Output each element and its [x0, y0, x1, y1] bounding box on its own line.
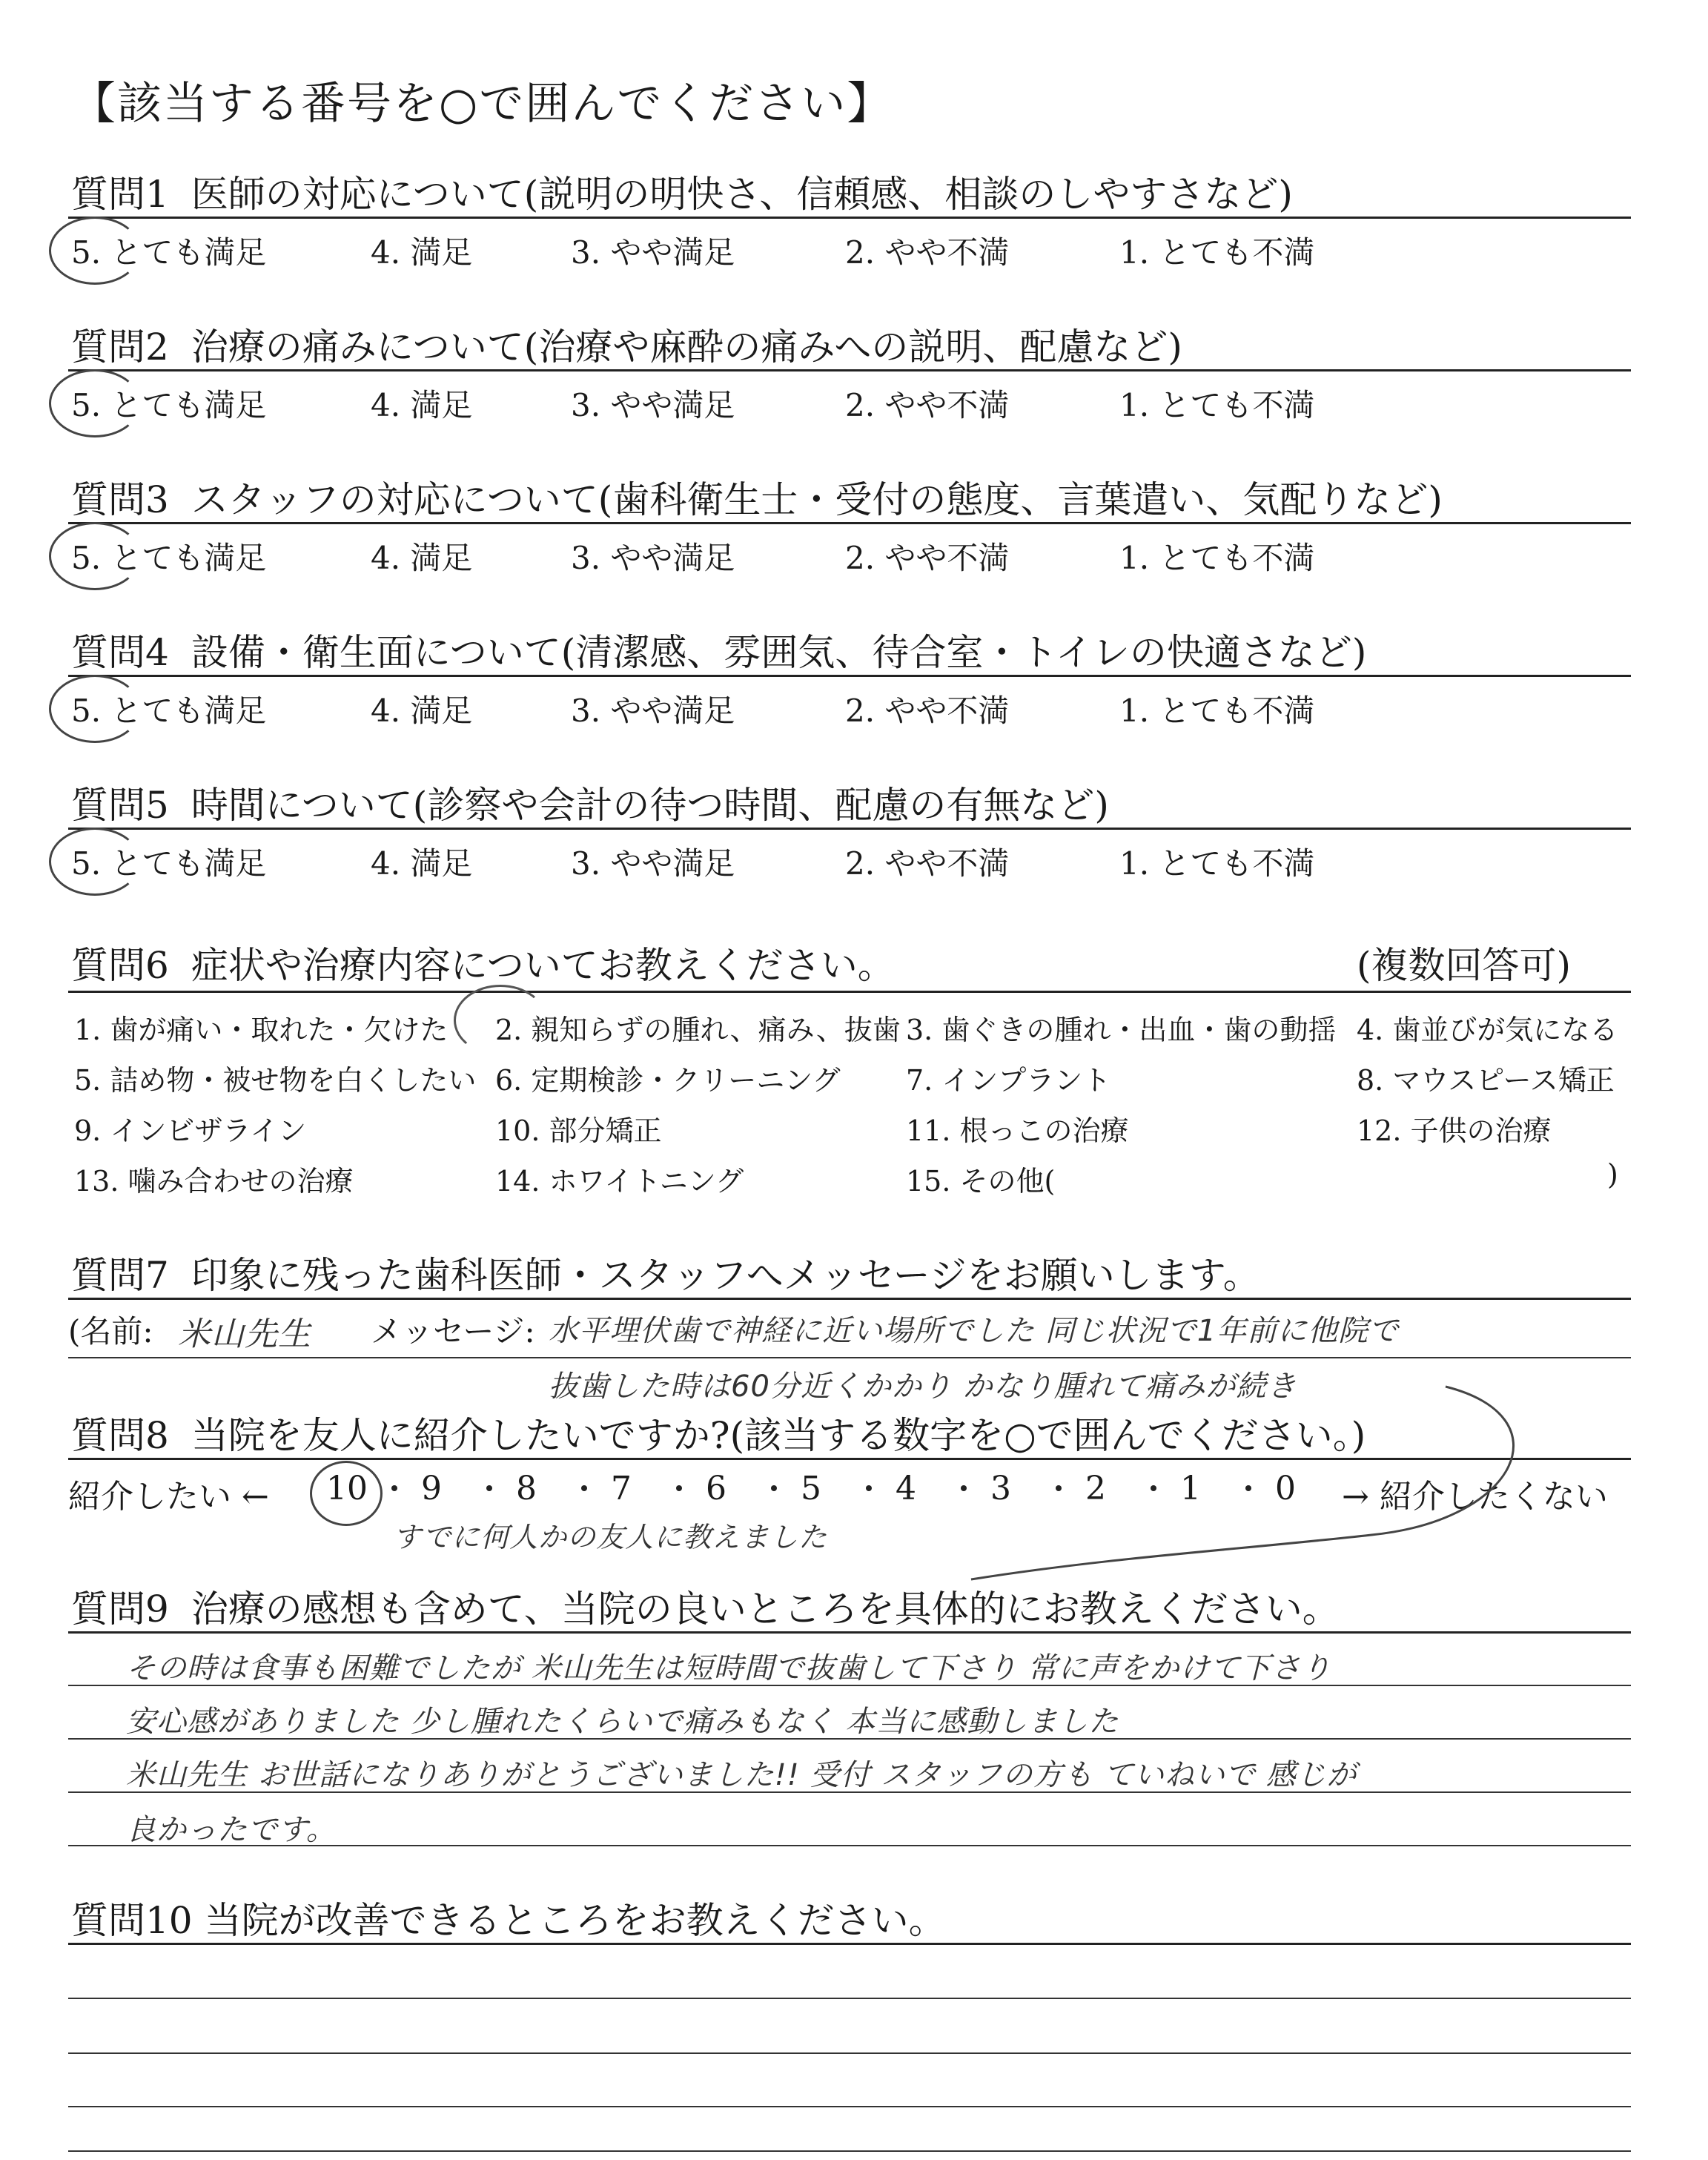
- q1-option-2[interactable]: 2. やや不満: [845, 234, 1010, 271]
- q8-scale-3[interactable]: 3: [990, 1470, 1011, 1507]
- q5-number: 質問5: [71, 784, 169, 827]
- q6-option-6[interactable]: 6. 定期検診・クリーニング: [495, 1064, 841, 1097]
- q8-scale-2[interactable]: 2: [1085, 1470, 1106, 1507]
- q2-option-3[interactable]: 3. やや満足: [571, 387, 735, 423]
- handwritten-connector-stroke: [927, 1372, 1535, 1587]
- q3-option-1[interactable]: 1. とても不満: [1119, 540, 1315, 576]
- q7-number: 質問7: [71, 1254, 169, 1297]
- q9-rule-line-2: [68, 1738, 1631, 1740]
- q10-answer-line-3: [68, 2106, 1631, 2107]
- q2-number: 質問2: [71, 326, 169, 369]
- q8-scale-separator: [581, 1485, 587, 1491]
- q8-scale-separator: [866, 1485, 872, 1491]
- q5-heading: [71, 776, 1109, 829]
- q1-heading: [71, 165, 1293, 218]
- q7-rule: [68, 1298, 1631, 1300]
- q3-selection-circle: [49, 522, 141, 590]
- q4-option-1[interactable]: 1. とても不満: [1119, 693, 1315, 729]
- q4-rule: [68, 675, 1631, 677]
- q7-heading: [71, 1246, 1260, 1299]
- q8-scale-6[interactable]: 6: [706, 1470, 726, 1507]
- q10-rule: [68, 1943, 1631, 1945]
- q7-message-line1: 水平埋伏歯で神経に近い場所でした 同じ状況で1年前に他院で: [549, 1314, 1400, 1348]
- q6-option-1[interactable]: 1. 歯が痛い・取れた・欠けた: [74, 1014, 448, 1046]
- q4-selection-circle: [49, 675, 141, 743]
- q5-option-5[interactable]: 5. とても満足: [71, 845, 267, 882]
- q8-scale-separator: [391, 1485, 397, 1491]
- q8-scale-8[interactable]: 8: [516, 1470, 537, 1507]
- q9-answer-line-4: 良かったです。: [126, 1813, 337, 1847]
- q9-answer-line-1: その時は食事も困難でしたが 米山先生は短時間で抜歯して下さり 常に声をかけて下さり: [126, 1651, 1332, 1685]
- q6-option-14[interactable]: 14. ホワイトニング: [495, 1165, 744, 1198]
- q9-rule: [68, 1631, 1631, 1634]
- q5-rule: [68, 828, 1631, 830]
- q2-text: 治療の痛みについて(治療や麻酔の痛みへの説明、配慮など): [191, 326, 1182, 369]
- q8-scale-separator: [676, 1485, 682, 1491]
- q1-option-3[interactable]: 3. やや満足: [571, 234, 735, 271]
- q9-heading: [71, 1579, 1340, 1633]
- q8-scale-10[interactable]: 10: [326, 1470, 368, 1507]
- q10-text: 当院が改善できるところをお教えください。: [204, 1899, 946, 1942]
- q3-option-5[interactable]: 5. とても満足: [71, 540, 267, 576]
- q1-option-4[interactable]: 4. 満足: [371, 234, 473, 271]
- q7-message-label: メッセージ:: [371, 1313, 535, 1350]
- q10-answer-line-4: [68, 2150, 1631, 2152]
- q6-selection-circle: [454, 985, 547, 1056]
- q7-name-value: 米山先生: [178, 1315, 311, 1353]
- q5-option-4[interactable]: 4. 満足: [371, 845, 473, 882]
- q3-option-2[interactable]: 2. やや不満: [845, 540, 1010, 576]
- q6-option-8[interactable]: 8. マウスピース矯正: [1357, 1064, 1615, 1097]
- q1-number: 質問1: [71, 173, 169, 216]
- q2-heading: [71, 317, 1182, 371]
- q7-text: 印象に残った歯科医師・スタッフへメッセージをお願いします。: [191, 1254, 1260, 1297]
- q8-scale-5[interactable]: 5: [801, 1470, 821, 1507]
- q10-answer-line-2: [68, 2052, 1631, 2054]
- q6-option-7[interactable]: 7. インプラント: [906, 1064, 1111, 1097]
- q3-number: 質問3: [71, 478, 169, 521]
- q8-handwritten-note: すでに何人かの友人に教えました: [393, 1521, 828, 1553]
- q9-answer-line-2: 安心感がありました 少し腫れたくらいで痛みもなく 本当に感動しました: [126, 1705, 1119, 1739]
- q4-heading: [71, 623, 1366, 676]
- q9-rule-line-4: [68, 1845, 1631, 1846]
- q8-scale-7[interactable]: 7: [611, 1470, 632, 1507]
- q8-selection-circle: [310, 1461, 383, 1526]
- page-title: 【該当する番号を○で囲んでください】: [71, 78, 893, 130]
- q4-option-2[interactable]: 2. やや不満: [845, 693, 1010, 729]
- q9-text: 治療の感想も含めて、当院の良いところを具体的にお教えください。: [191, 1588, 1340, 1631]
- q9-rule-line-3: [68, 1791, 1631, 1793]
- q4-text: 設備・衛生面について(清潔感、雰囲気、待合室・トイレの快適さなど): [191, 631, 1367, 674]
- q3-rule: [68, 522, 1631, 524]
- q8-scale-1[interactable]: 1: [1180, 1470, 1201, 1507]
- q3-option-3[interactable]: 3. やや満足: [571, 540, 735, 576]
- q3-option-4[interactable]: 4. 満足: [371, 540, 473, 576]
- q9-rule-line-1: [68, 1685, 1631, 1686]
- q8-number: 質問8: [71, 1414, 169, 1457]
- q1-rule: [68, 217, 1631, 219]
- q10-heading: [71, 1891, 946, 1944]
- q8-scale-4[interactable]: 4: [896, 1470, 916, 1507]
- q6-option-9[interactable]: 9. インビザライン: [74, 1114, 307, 1147]
- q6-option-other-close: ): [1607, 1158, 1618, 1191]
- q10-number: 質問10: [71, 1899, 193, 1942]
- q8-scale-9[interactable]: 9: [421, 1470, 442, 1507]
- q7-name-label: (名前:: [68, 1313, 153, 1350]
- q7-message-line2: 抜歯した時は60分近くかかり かなり腫れて痛みが続き: [549, 1370, 1297, 1404]
- q5-selection-circle: [49, 828, 141, 896]
- q5-option-1[interactable]: 1. とても不満: [1119, 845, 1315, 882]
- q2-option-4[interactable]: 4. 満足: [371, 387, 473, 423]
- q6-option-12[interactable]: 12. 子供の治療: [1357, 1114, 1552, 1147]
- q8-scale-separator: [771, 1485, 777, 1491]
- q2-option-5[interactable]: 5. とても満足: [71, 387, 267, 423]
- q5-option-2[interactable]: 2. やや不満: [845, 845, 1010, 882]
- q6-number: 質問6: [71, 944, 169, 987]
- q5-option-3[interactable]: 3. やや満足: [571, 845, 735, 882]
- q1-option-5[interactable]: 5. とても満足: [71, 234, 267, 271]
- q6-option-3[interactable]: 3. 歯ぐきの腫れ・出血・歯の動揺: [906, 1014, 1337, 1046]
- q2-option-1[interactable]: 1. とても不満: [1119, 387, 1315, 423]
- q3-text: スタッフの対応について(歯科衛生士・受付の態度、言葉遣い、気配りなど): [191, 478, 1443, 521]
- q3-heading: [71, 470, 1443, 524]
- q10-answer-line-1: [68, 1998, 1631, 1999]
- q6-note: (複数回答可): [1357, 944, 1572, 987]
- q4-option-4[interactable]: 4. 満足: [371, 693, 473, 729]
- q8-text: 当院を友人に紹介したいですか?(該当する数字を○で囲んでください。): [191, 1414, 1366, 1457]
- q8-left-label: 紹介したい ←: [68, 1478, 269, 1516]
- q4-option-3[interactable]: 3. やや満足: [571, 693, 735, 729]
- q9-number: 質問9: [71, 1588, 169, 1631]
- q1-text: 医師の対応について(説明の明快さ、信頼感、相談のしやすさなど): [191, 173, 1293, 216]
- q1-selection-circle: [49, 217, 141, 285]
- q2-selection-circle: [49, 369, 141, 437]
- q5-text: 時間について(診察や会計の待つ時間、配慮の有無など): [191, 784, 1109, 827]
- q8-right-label: → 紹介したくない: [1342, 1478, 1608, 1516]
- q9-answer-line-3: 米山先生 お世話になりありがとうございました!! 受付 スタッフの方も ていねいで 感じが: [126, 1758, 1357, 1792]
- q6-rule: [68, 991, 1631, 993]
- q4-number: 質問4: [71, 631, 169, 674]
- q6-option-10[interactable]: 10. 部分矯正: [495, 1114, 662, 1147]
- q2-option-2[interactable]: 2. やや不満: [845, 387, 1010, 423]
- q6-option-11[interactable]: 11. 根っこの治療: [906, 1114, 1129, 1147]
- q6-text: 症状や治療内容についてお教えください。: [191, 944, 895, 987]
- q6-option-5[interactable]: 5. 詰め物・被せ物を白くしたい: [74, 1064, 477, 1097]
- q2-rule: [68, 369, 1631, 371]
- q6-option-13[interactable]: 13. 噛み合わせの治療: [74, 1165, 354, 1198]
- q4-option-5[interactable]: 5. とても満足: [71, 693, 267, 729]
- q6-heading: [71, 936, 895, 989]
- q8-scale-0[interactable]: 0: [1275, 1470, 1296, 1507]
- q8-scale-separator: [486, 1485, 492, 1491]
- q6-option-2[interactable]: 2. 親知らずの腫れ、痛み、抜歯: [495, 1014, 901, 1046]
- q1-option-1[interactable]: 1. とても不満: [1119, 234, 1315, 271]
- q6-option-15[interactable]: 15. その他(: [906, 1165, 1056, 1198]
- q6-option-4[interactable]: 4. 歯並びが気になる: [1357, 1014, 1618, 1046]
- q7-answer-line: [68, 1357, 1631, 1358]
